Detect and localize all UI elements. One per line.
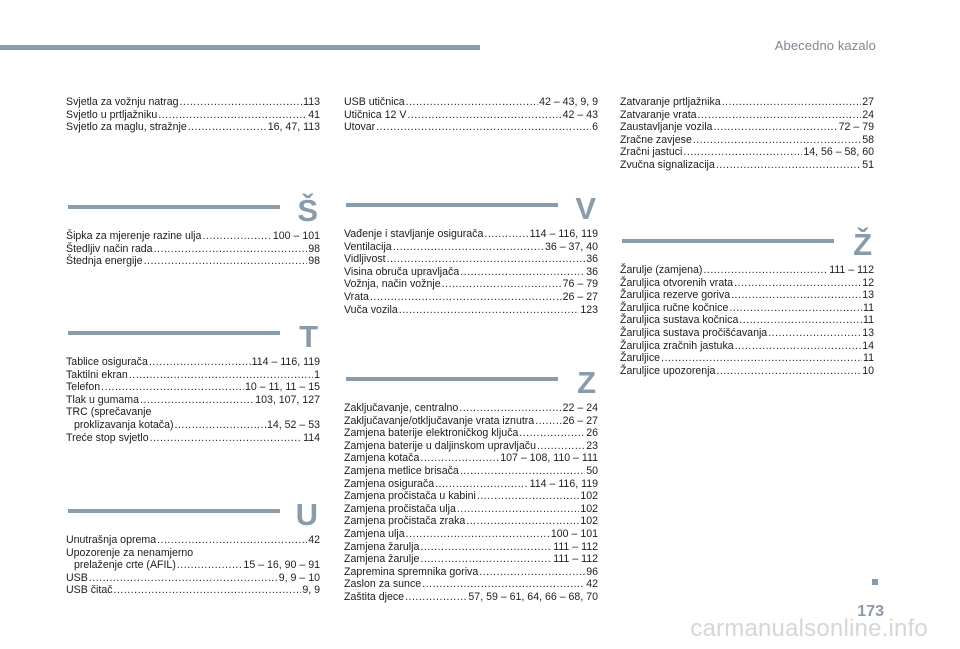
entry-pages: 111 – 112	[553, 553, 598, 566]
dot-leader	[484, 228, 528, 241]
section-letter: U	[295, 497, 318, 532]
dot-leader	[144, 255, 308, 268]
entry-term: Zamjena baterije u daljinskom upravljaču	[344, 439, 536, 452]
index-entry	[344, 440, 598, 453]
entry-pages: 24	[862, 108, 874, 121]
entry-pages: 113	[303, 96, 320, 108]
index-entry	[344, 109, 598, 122]
entry-pages: 102	[580, 490, 598, 503]
dot-leader	[460, 266, 585, 279]
index-entry	[620, 352, 874, 365]
entry-pages: 14, 52 – 53	[266, 418, 320, 431]
index-entry	[620, 277, 874, 290]
dot-leader	[188, 121, 267, 134]
entry-list	[66, 96, 320, 134]
entry-list	[344, 228, 598, 316]
entry-pages: 42 – 43	[562, 108, 598, 121]
index-entry	[344, 427, 598, 440]
top-accent-bar	[0, 45, 480, 50]
entry-pages: 13	[862, 289, 874, 302]
dot-leader	[149, 356, 251, 369]
index-entry	[66, 419, 320, 432]
entry-list	[66, 356, 320, 444]
dot-leader	[466, 515, 579, 528]
dot-leader	[387, 253, 586, 266]
dot-leader	[739, 314, 862, 327]
entry-term: prelaženje crte (AFIL)	[74, 559, 176, 572]
dot-leader	[157, 534, 307, 547]
index-section-v	[344, 191, 598, 316]
dot-leader	[114, 584, 302, 597]
index-entry	[344, 96, 598, 109]
index-entry	[66, 230, 320, 243]
section-divider	[68, 205, 280, 209]
entry-term: Telefon	[66, 381, 101, 394]
entry-pages: 36 – 37, 40	[544, 240, 598, 253]
index-section-z	[344, 365, 598, 604]
entry-term: Žaruljice	[620, 352, 661, 365]
dot-leader	[703, 264, 828, 277]
entry-term: USB	[66, 571, 88, 584]
index-entry	[66, 96, 320, 109]
entry-pages: 51	[862, 158, 874, 171]
entry-pages: 58	[862, 133, 874, 146]
index-section-u	[66, 497, 320, 597]
index-entry	[344, 553, 598, 566]
entry-term: Zamjena baterije elektroničkog ključa	[344, 427, 519, 440]
entry-pages: 114 – 116, 119	[251, 356, 320, 368]
entry-term: TRC (sprečavanje	[66, 406, 152, 419]
entry-pages: 11	[863, 301, 874, 314]
index-entry	[344, 402, 598, 415]
entry-pages: 27	[862, 96, 874, 108]
section-letter: V	[575, 191, 596, 226]
dot-leader	[89, 572, 278, 585]
index-entry	[66, 369, 320, 382]
index-entry	[620, 121, 874, 134]
dot-leader	[406, 528, 550, 541]
watermark-text: carmanualsonline.info	[690, 615, 928, 642]
entry-term: Zaključavanje, centralno	[344, 402, 459, 414]
index-entry	[620, 289, 874, 302]
section-letter: Z	[577, 365, 596, 400]
entry-term: Zamjena pročistača ulja	[344, 502, 456, 515]
index-entry	[344, 278, 598, 291]
entry-term: Šipka za mjerenje razine ulja	[66, 230, 202, 242]
index-entry	[344, 541, 598, 554]
entry-pages: 102	[580, 515, 598, 528]
index-entry	[344, 121, 598, 134]
entry-list	[344, 96, 598, 134]
entry-term: Ventilacija	[344, 240, 392, 253]
entry-term: Vuča vozila	[344, 303, 398, 316]
index-entry	[344, 503, 598, 516]
entry-term: Tablice osigurača	[66, 356, 148, 368]
entry-term: Zamjena ulja	[344, 527, 405, 540]
entry-pages: 103, 107, 127	[255, 393, 320, 406]
entry-pages: 1	[314, 368, 320, 381]
index-entry	[66, 255, 320, 268]
dot-leader	[399, 304, 580, 317]
dot-leader	[177, 559, 243, 572]
entry-term: Žaruljice upozorenja	[620, 364, 716, 377]
dot-leader	[393, 241, 544, 254]
index-entry	[620, 159, 874, 172]
entry-pages: 11	[863, 314, 874, 327]
entry-term: Svjetla za vožnju natrag	[66, 96, 179, 108]
entry-term: Svjetlo za maglu, stražnje	[66, 121, 187, 134]
entry-term: Vožnja, način vožnje	[344, 278, 441, 291]
page-number: 173	[857, 603, 884, 620]
entry-pages: 15 – 16, 90 – 91	[243, 559, 320, 572]
index-entry	[620, 340, 874, 353]
entry-term: Zamjena kotača	[344, 452, 420, 465]
entry-term: Visina obruča upravljača	[344, 265, 460, 278]
entry-term: Zamjena osigurača	[344, 477, 435, 490]
index-entry	[344, 304, 598, 317]
page-header-title: Abecedno kazalo	[774, 38, 876, 53]
index-entry	[620, 302, 874, 315]
section-divider	[346, 203, 558, 207]
entry-pages: 23	[586, 439, 598, 452]
entry-pages: 9, 9	[302, 584, 320, 597]
entry-pages: 114 – 116, 119	[529, 228, 598, 240]
index-entry	[66, 584, 320, 597]
entry-pages: 98	[308, 255, 320, 268]
dot-leader	[729, 302, 862, 315]
dot-leader	[101, 381, 244, 394]
entry-term: Tlak u gumama	[66, 393, 140, 406]
entry-list	[620, 96, 874, 172]
entry-pages: 114	[303, 431, 320, 444]
dot-leader	[406, 96, 538, 109]
entry-pages: 12	[862, 276, 874, 289]
entry-term: Štedljiv način rada	[66, 242, 153, 255]
section-header	[344, 191, 598, 226]
index-entry	[344, 228, 598, 241]
dot-leader	[768, 327, 861, 340]
dot-leader	[460, 465, 585, 478]
index-entry	[66, 432, 320, 445]
entry-term: USB čitač	[66, 584, 113, 597]
index-section-z-caron	[620, 227, 874, 377]
dot-leader	[716, 159, 861, 172]
entry-pages: 11	[863, 352, 874, 365]
dot-leader	[158, 109, 307, 122]
index-entry	[344, 478, 598, 491]
dot-leader	[376, 121, 591, 134]
dot-leader	[150, 432, 302, 445]
dot-leader	[422, 578, 585, 591]
index-entry	[66, 109, 320, 122]
index-entry	[620, 327, 874, 340]
dot-leader	[535, 415, 561, 428]
index-entry	[66, 394, 320, 407]
index-entry	[620, 146, 874, 159]
section-divider	[346, 377, 558, 381]
entry-pages: 26	[586, 427, 598, 440]
entry-pages: 42	[308, 534, 320, 546]
entry-pages: 111 – 112	[553, 540, 598, 553]
entry-pages: 26 – 27	[562, 290, 598, 303]
entry-pages: 107 – 108, 110 – 111	[500, 452, 598, 465]
index-entry	[620, 264, 874, 277]
index-entry	[66, 381, 320, 394]
entry-pages: 16, 47, 113	[267, 121, 320, 134]
entry-pages: 114 – 116, 119	[529, 477, 598, 490]
entry-term: Zamjena žarulja	[344, 540, 420, 553]
index-entry	[344, 528, 598, 541]
dot-leader	[442, 278, 562, 291]
entry-term: Zaustavljanje vozila	[620, 121, 713, 134]
section-header	[66, 497, 320, 532]
entry-term: Vrata	[344, 290, 369, 303]
section-letter: Ž	[853, 227, 872, 262]
page-marker-square	[872, 579, 878, 585]
dot-leader	[420, 452, 499, 465]
index-entry	[344, 465, 598, 478]
dot-leader	[683, 146, 802, 159]
entry-pages: 123	[580, 303, 598, 316]
index-section-t	[66, 319, 320, 444]
index-section-z-continued	[620, 96, 874, 172]
index-entry	[66, 572, 320, 585]
index-entry	[344, 578, 598, 591]
entry-term: Žaruljica zračnih jastuka	[620, 339, 734, 352]
dot-leader	[731, 289, 861, 302]
index-entry	[66, 406, 320, 419]
dot-leader	[722, 96, 862, 109]
dot-leader	[713, 121, 837, 134]
dot-leader	[140, 394, 254, 407]
index-entry	[620, 109, 874, 122]
index-entry	[344, 452, 598, 465]
section-letter: Š	[297, 193, 318, 228]
section-letter: T	[299, 319, 318, 354]
entry-term: Zaslon za sunce	[344, 578, 422, 591]
entry-pages: 57, 59 – 61, 64, 66 – 68, 70	[468, 590, 598, 603]
entry-pages: 9, 9 – 10	[278, 571, 320, 584]
dot-leader	[407, 109, 561, 122]
dot-leader	[693, 134, 861, 147]
entry-term: Zamjena pročistača u kabini	[344, 490, 476, 503]
entry-term: USB utičnica	[344, 96, 405, 108]
dot-leader	[435, 478, 529, 491]
section-header	[66, 193, 320, 228]
dot-leader	[698, 109, 862, 122]
section-header	[620, 227, 874, 262]
dot-leader	[519, 427, 585, 440]
entry-term: Žarulje (zamjena)	[620, 264, 703, 276]
dot-leader	[129, 369, 313, 382]
dot-leader	[537, 440, 585, 453]
entry-term: Žaruljica rezerve goriva	[620, 289, 731, 302]
section-divider	[68, 509, 280, 513]
entry-term: Žaruljica otvorenih vrata	[620, 276, 734, 289]
entry-term: proklizavanja kotača)	[74, 418, 174, 431]
entry-pages: 100 – 101	[272, 230, 320, 242]
dot-leader	[716, 365, 861, 378]
section-divider	[622, 239, 834, 243]
index-entry	[66, 559, 320, 572]
index-entry	[344, 291, 598, 304]
entry-pages: 41	[308, 108, 320, 121]
dot-leader	[405, 591, 467, 604]
index-section-s-continued	[66, 96, 320, 134]
dot-leader	[179, 96, 302, 109]
entry-pages: 36	[586, 265, 598, 278]
entry-pages: 42 – 43, 9, 9	[539, 96, 598, 108]
dot-leader	[202, 230, 271, 243]
entry-term: Zaključavanje/otključavanje vrata iznutra	[344, 414, 535, 427]
index-entry	[344, 253, 598, 266]
section-divider	[68, 331, 280, 335]
entry-term: Utičnica 12 V	[344, 108, 407, 121]
dot-leader	[370, 291, 562, 304]
entry-pages: 96	[586, 565, 598, 578]
entry-term: Treće stop svjetlo	[66, 431, 149, 444]
dot-leader	[477, 490, 579, 503]
index-entry	[620, 96, 874, 109]
index-section-s-caron	[66, 193, 320, 268]
entry-term: Žaruljica sustava pročišćavanja	[620, 326, 768, 339]
dot-leader	[154, 243, 308, 256]
index-entry	[66, 534, 320, 547]
entry-term: Zračni jastuci	[620, 146, 683, 159]
entry-list	[620, 264, 874, 377]
dot-leader	[661, 352, 862, 365]
entry-pages: 111 – 112	[829, 264, 874, 276]
index-entry	[66, 356, 320, 369]
index-entry	[344, 591, 598, 604]
index-entry	[66, 243, 320, 256]
entry-pages: 10 – 11, 11 – 15	[244, 381, 320, 394]
index-entry	[344, 241, 598, 254]
index-entry	[344, 415, 598, 428]
entry-term: Taktilni ekran	[66, 368, 128, 381]
index-entry	[344, 266, 598, 279]
dot-leader	[420, 553, 552, 566]
entry-term: Zvučna signalizacija	[620, 158, 715, 171]
dot-leader	[457, 503, 579, 516]
entry-term: Svjetlo u prtljažniku	[66, 108, 158, 121]
section-header	[344, 365, 598, 400]
entry-list	[66, 534, 320, 597]
entry-term: Zamjena metlice brisača	[344, 464, 459, 477]
entry-list	[66, 230, 320, 268]
entry-term: Žaruljica ručne kočnice	[620, 301, 729, 314]
entry-term: Žaruljica sustava kočnica	[620, 314, 739, 327]
dot-leader	[175, 419, 266, 432]
section-header	[66, 319, 320, 354]
entry-pages: 72 – 79	[838, 121, 874, 134]
entry-pages: 14	[862, 339, 874, 352]
dot-leader	[479, 566, 585, 579]
index-entry	[344, 566, 598, 579]
entry-term: Zapremina spremnika goriva	[344, 565, 479, 578]
entry-term: Zamjena žarulje	[344, 553, 420, 566]
index-entry	[66, 121, 320, 134]
entry-pages: 26 – 27	[562, 414, 598, 427]
entry-pages: 13	[862, 326, 874, 339]
entry-pages: 50	[586, 464, 598, 477]
entry-pages: 98	[308, 242, 320, 255]
entry-term: Zatvaranje prtljažnika	[620, 96, 721, 108]
entry-pages: 14, 56 – 58, 60	[803, 146, 874, 159]
index-entry	[620, 365, 874, 378]
index-entry	[620, 134, 874, 147]
entry-pages: 102	[580, 502, 598, 515]
entry-term: Zamjena pročistača zraka	[344, 515, 466, 528]
index-section-u-continued	[344, 96, 598, 134]
dot-leader	[459, 402, 561, 415]
index-entry	[620, 314, 874, 327]
entry-pages: 100 – 101	[550, 527, 598, 540]
entry-term: Utovar	[344, 121, 376, 134]
dot-leader	[734, 277, 861, 290]
index-entry	[66, 547, 320, 560]
entry-pages: 22 – 24	[562, 402, 598, 414]
entry-term: Zračne zavjese	[620, 133, 692, 146]
entry-list	[344, 402, 598, 604]
entry-term: Štednja energije	[66, 255, 143, 268]
entry-pages: 10	[862, 364, 874, 377]
entry-pages: 76 – 79	[562, 278, 598, 291]
entry-pages: 36	[586, 253, 598, 266]
entry-term: Zatvaranje vrata	[620, 108, 697, 121]
index-entry	[344, 490, 598, 503]
entry-pages: 6	[592, 121, 598, 134]
index-entry	[344, 515, 598, 528]
dot-leader	[420, 541, 552, 554]
entry-term: Unutrašnja oprema	[66, 534, 157, 546]
entry-term: Vidljivost	[344, 253, 386, 266]
entry-pages: 42	[586, 578, 598, 591]
entry-term: Vađenje i stavljanje osigurača	[344, 228, 484, 240]
dot-leader	[735, 340, 862, 353]
entry-term: Zaštita djece	[344, 590, 405, 603]
entry-term: Upozorenje za nenamjerno	[66, 546, 194, 559]
